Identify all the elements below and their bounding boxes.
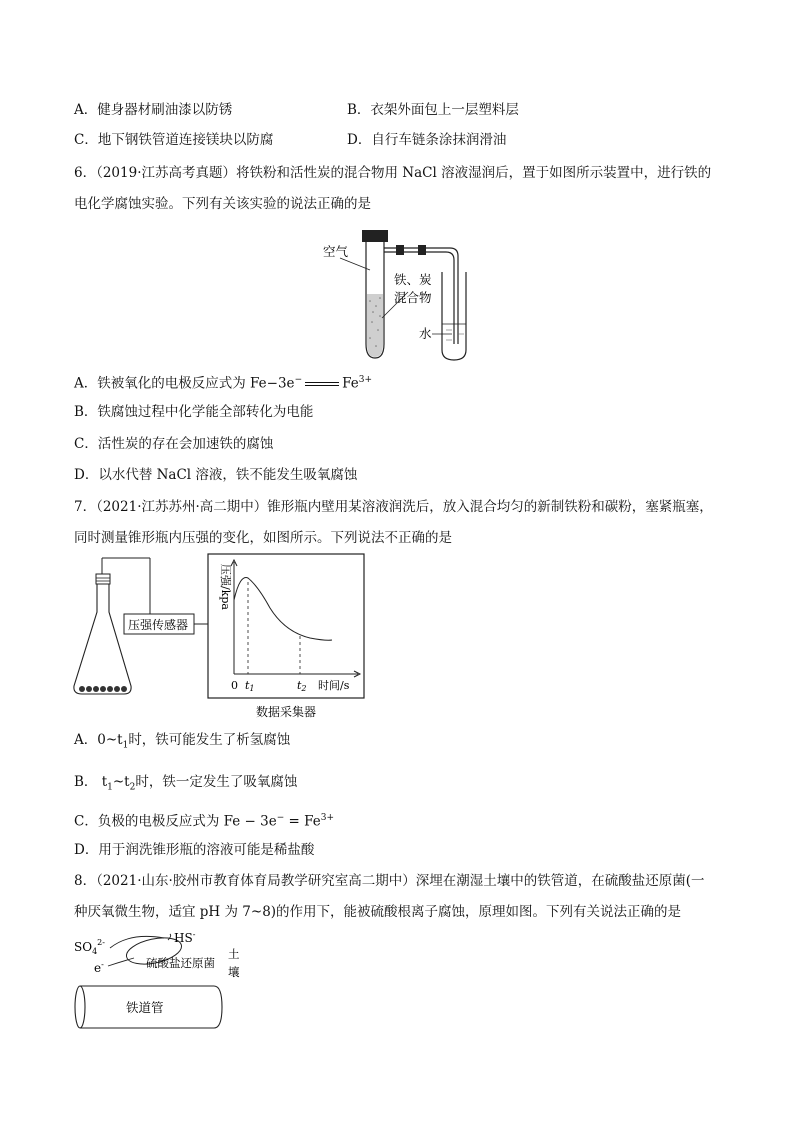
- soil-label-1: 土: [228, 947, 240, 961]
- q7-option-b: B． $t_1\sim t_2$时，铁一定发生了吸氧腐蚀: [74, 774, 298, 793]
- q5-option-b: B．衣架外面包上一层塑料层: [347, 102, 519, 118]
- hs-label: HS-: [174, 930, 196, 945]
- electron-label: e-: [94, 960, 104, 975]
- q7-apparatus-figure: [70, 552, 370, 722]
- iron-carbon-powder: [367, 294, 383, 357]
- data-collector-caption: 数据采集器: [256, 705, 317, 719]
- q6-option-b: B．铁腐蚀过程中化学能全部转化为电能: [74, 404, 314, 420]
- conical-flask: [74, 584, 131, 694]
- t2-label: t2: [297, 679, 307, 693]
- stopper-icon: [362, 230, 388, 242]
- t1-label: t1: [245, 679, 255, 693]
- label-water: 水: [419, 326, 432, 341]
- q6-option-d: D．以水代替 NaCl 溶液，铁不能发生吸氧腐蚀: [74, 467, 358, 483]
- y-axis-label: 压强/kpa: [219, 564, 232, 610]
- sulfate-label: $SO_4^{2-}$: [74, 938, 105, 956]
- label-mix-2: 混合物: [394, 290, 432, 305]
- q8-stem-line2: 种厌氧微生物，适宜 pH 为 7~8)的作用下，能被硫酸根离子腐蚀，原理如图。下列有关说法正确的是: [74, 904, 682, 920]
- pressure-sensor-label: 压强传感器: [128, 618, 189, 632]
- q7-stem-line2: 同时测量锥形瓶内压强的变化，如图所示。下列说法不正确的是: [74, 530, 452, 546]
- iron-carbon-beads: [79, 686, 127, 692]
- q7-option-d: D．用于润洗锥形瓶的溶液可能是稀盐酸: [74, 842, 315, 858]
- flask-stopper: [96, 574, 110, 584]
- bacteria-label: 硫酸盐还原菌: [146, 956, 215, 970]
- q7-option-a: A．$0\sim t_1$时，铁可能发生了析氢腐蚀: [74, 732, 291, 751]
- soil-label-2: 壤: [228, 965, 240, 979]
- pipe-label: 铁道管: [126, 1000, 164, 1015]
- label-air: 空气: [323, 244, 349, 259]
- q5-option-d: D．自行车链条涂抹润滑油: [347, 132, 507, 148]
- q8-stem-line1: 8．（2021·山东·胶州市教育体育局教学研究室高二期中）深埋在潮湿土壤中的铁管道，在硫酸盐还原菌(一: [74, 873, 705, 889]
- q8-pipe-figure: [70, 928, 260, 1032]
- q5-option-c: C．地下钢铁管道连接镁块以防腐: [74, 132, 274, 148]
- q7-option-c: C．负极的电极反应式为 $Fe - 3e^- = Fe^{3+}$: [74, 813, 335, 830]
- q6-option-a: A．铁被氧化的电极反应式为 Fe−3e− $Fe^{3+}$: [74, 375, 373, 392]
- q7-stem-line1: 7．（2021·江苏苏州·高二期中）锥形瓶内壁用某溶液润洗后，放入混合均匀的新制铁粉和碳粉，塞紧瓶塞，: [74, 499, 713, 515]
- q5-option-a: A．健身器材刷油漆以防锈: [74, 102, 233, 118]
- q6-stem-line2: 电化学腐蚀实验。下列有关该实验的说法正确的是: [74, 196, 371, 212]
- x-axis-label: 时间/s: [318, 679, 350, 692]
- q6-stem-line1: 6．（2019·江苏高考真题）将铁粉和活性炭的混合物用 NaCl 溶液湿润后，置于如图所示装置中，进行铁的: [74, 165, 712, 181]
- q6-apparatus-figure: [318, 226, 498, 362]
- label-mix-1: 铁、炭: [394, 272, 432, 287]
- origin-label: 0: [231, 679, 238, 692]
- q6-option-c: C．活性炭的存在会加速铁的腐蚀: [74, 436, 274, 452]
